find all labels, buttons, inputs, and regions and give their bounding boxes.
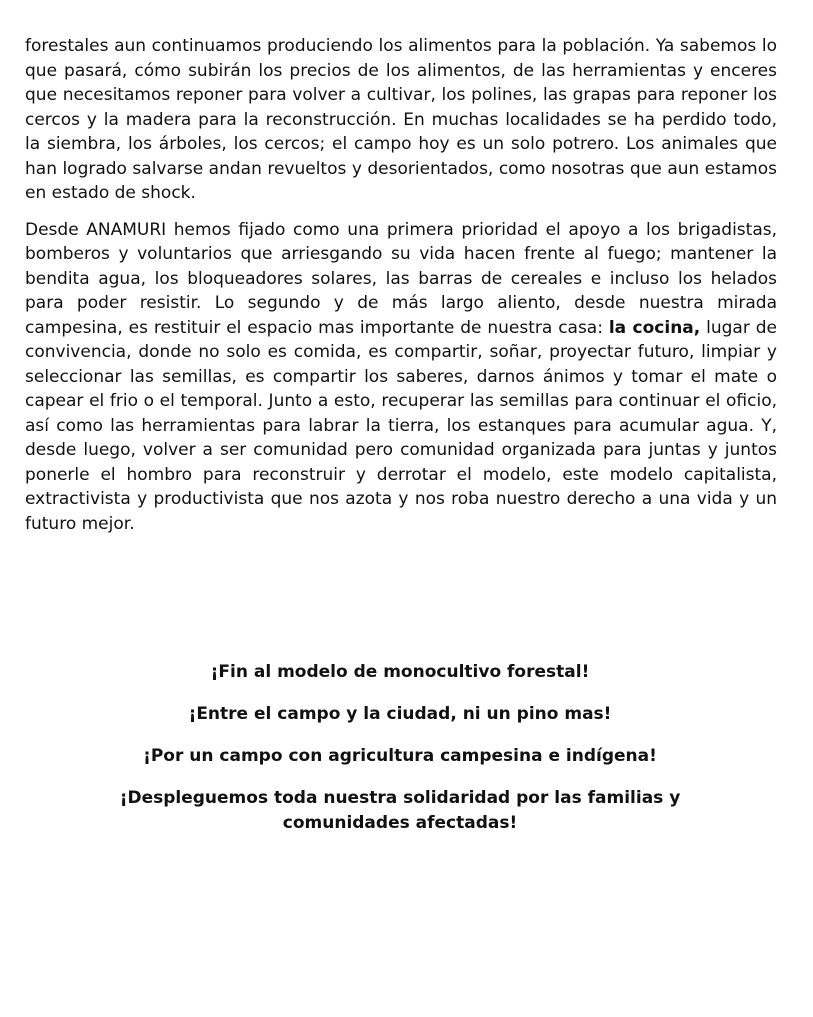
slogans-block [0,660,800,853]
slogan-2: ¡Entre el campo y la ciudad, ni un pino mas! [188,704,612,724]
slogan-4: ¡Despleguemos toda nuestra solidaridad por las familias y comunidades afectadas! [119,788,681,833]
paragraph-2-text-start: Desde ANAMURI hemos fijado como una primera prioridad el apoyo a los brigadistas, bomberos y voluntarios que arriesgando su vida hacen frente al fuego; mantener la bendita agua, los bloqueadores solares, las barras de cereales e incluso los helados para poder resistir. Lo segundo y de más largo aliento, desde nuestra mirada campesina, es restituir el espacio mas importante de nuestra casa: [25,219,777,338]
document-page [25,34,777,536]
paragraph-1: forestales aun continuamos produciendo los alimentos para la población. Ya sabemos lo que pasará, cómo subirán los precios de los alimentos, de las herramientas y enceres que necesitamos reponer para volver a cultivar, los polines, las grapas para reponer los cercos y la madera para la reconstrucción. En muchas localidades se ha perdido todo, la siembra, los árboles, los cercos; el campo hoy es un solo potrero. Los animales que han logrado salvarse andan revueltos y desorientados, como nosotras que aun estamos en estado de shock. [25,36,777,203]
paragraph-2-bold-phrase: la cocina, [608,317,701,338]
paragraph-2-text-end: lugar de convivencia, donde no solo es comida, es compartir, soñar, proyectar futuro, limpiar y seleccionar las semillas, es compartir los saberes, darnos ánimos y tomar el mate o capear el frio o el temporal. Junto a esto, recuperar las semillas para continuar el oficio, así como las herramientas para labrar la tierra, los estanques para acumular agua. Y, desde luego, volver a ser comunidad pero comunidad organizada para juntas y juntos ponerle el hombro para reconstruir y derrotar el modelo, este modelo capitalista, extractivista y productivista que nos azota y nos roba nuestro derecho a una vida y un futuro mejor. [25,317,777,534]
paragraph-2 [25,218,777,537]
slogan-1: ¡Fin al modelo de monocultivo forestal! [210,662,590,682]
slogan-3: ¡Por un campo con agricultura campesina e indígena! [143,746,657,766]
